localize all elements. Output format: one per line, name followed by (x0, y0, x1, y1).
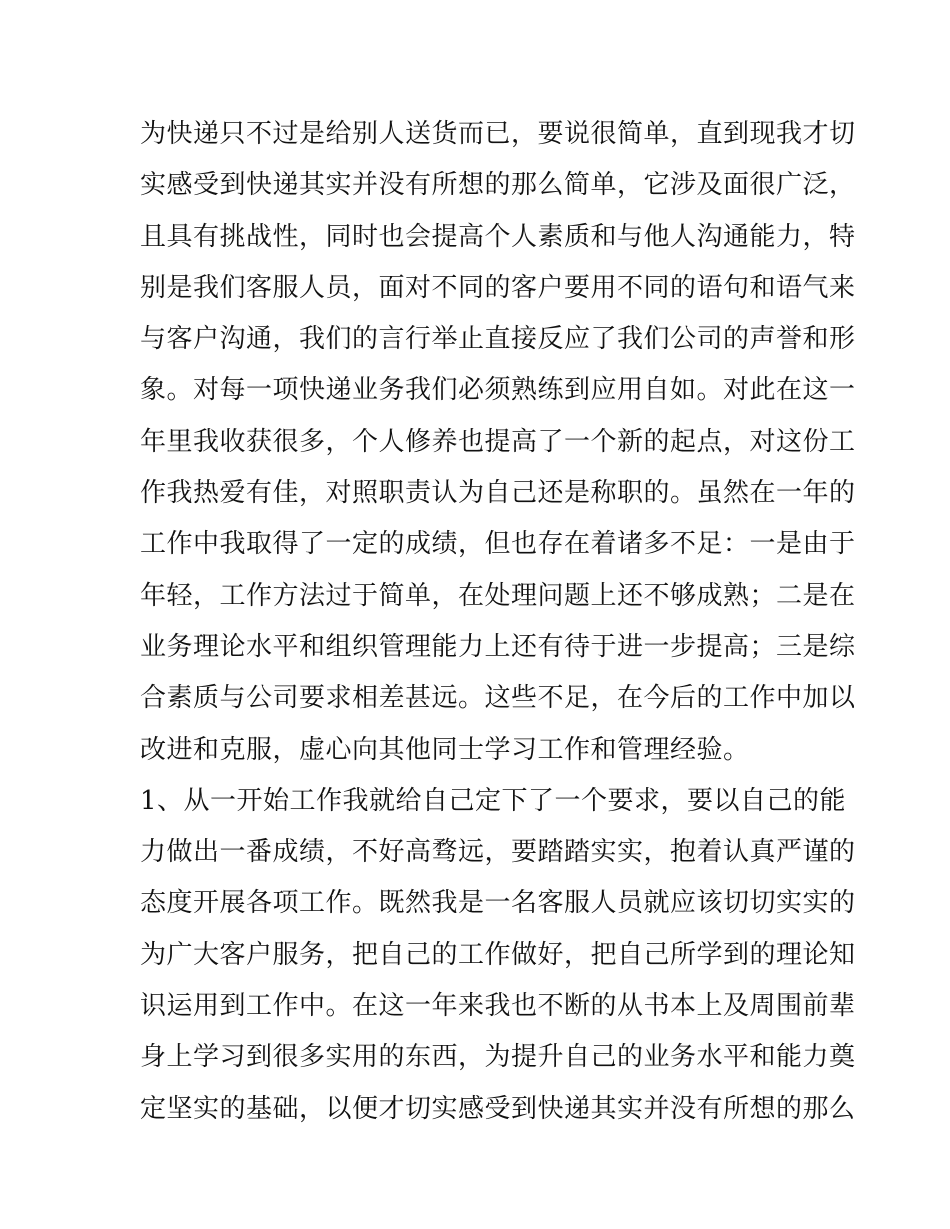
text-line: 且具有挑战性，同时也会提高个人素质和与他人沟通能力，特 (140, 221, 856, 252)
text-line: 身上学习到很多实用的东西，为提升自己的业务水平和能力奠 (140, 1042, 856, 1073)
text-line: 象。对每一项快递业务我们必须熟练到应用自如。对此在这一 (140, 375, 856, 406)
text-line: 态度开展各项工作。既然我是一名客服人员就应该切切实实的 (140, 888, 856, 919)
text-line: 改进和克服，虚心向其他同士学习工作和管理经验。 (140, 734, 750, 765)
text-line: 识运用到工作中。在这一年来我也不断的从书本上及周围前辈 (140, 991, 856, 1022)
text-line: 作我热爱有佳，对照职责认为自己还是称职的。虽然在一年的 (140, 478, 856, 509)
body-text (140, 109, 856, 1135)
text-line: 年里我收获很多，个人修养也提高了一个新的起点，对这份工 (140, 426, 856, 457)
text-line: 实感受到快递其实并没有所想的那么简单，它涉及面很广泛， (140, 170, 856, 201)
text-line: 力做出一番成绩，不好高骛远，要踏踏实实，抱着认真严谨的 (140, 837, 856, 868)
numbered-item-line: 1、从一开始工作我就给自己定下了一个要求，要以自己的能 (140, 785, 847, 816)
text-line: 年轻，工作方法过于简单，在处理问题上还不够成熟；二是在 (140, 580, 856, 611)
text-line: 合素质与公司要求相差甚远。这些不足，在今后的工作中加以 (140, 683, 856, 714)
text-line: 业务理论水平和组织管理能力上还有待于进一步提高；三是综 (140, 631, 856, 662)
text-line: 为广大客户服务，把自己的工作做好，把自己所学到的理论知 (140, 939, 856, 970)
text-line: 别是我们客服人员，面对不同的客户要用不同的语句和语气来 (140, 272, 856, 303)
text-line: 定坚实的基础，以便才切实感受到快递其实并没有所想的那么 (140, 1093, 856, 1124)
text-line: 工作中我取得了一定的成绩，但也存在着诸多不足：一是由于 (140, 529, 856, 560)
text-line: 为快递只不过是给别人送货而已，要说很简单，直到现我才切 (140, 119, 856, 149)
text-line: 与客户沟通，我们的言行举止直接反应了我们公司的声誉和形 (140, 324, 856, 355)
